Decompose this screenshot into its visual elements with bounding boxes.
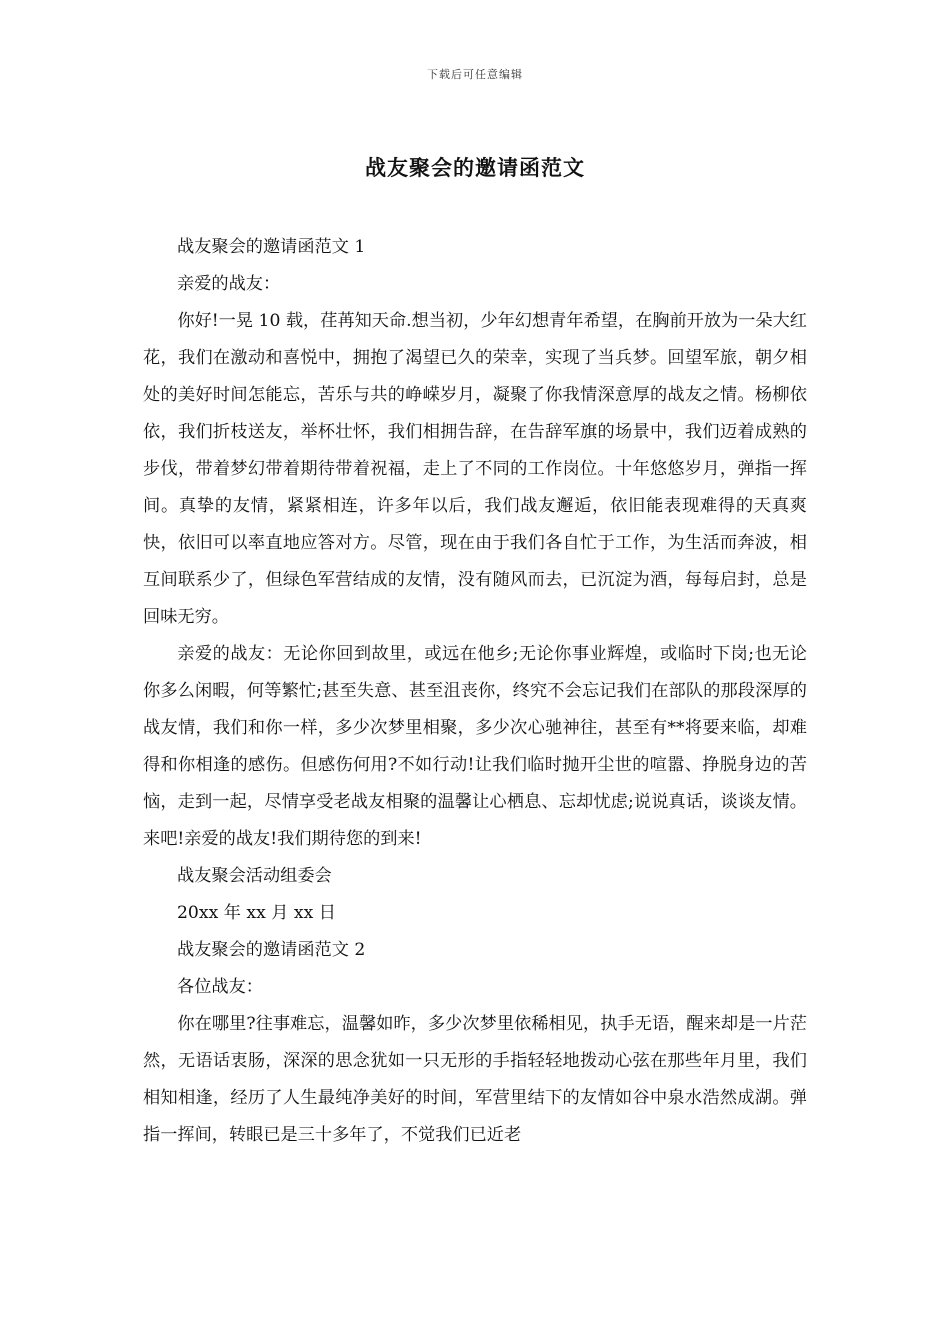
header-note: 下载后可任意编辑 <box>427 68 523 81</box>
greeting-2: 各位战友： <box>177 977 263 997</box>
paragraph-1: 你好!一晃 10 载，荏苒知天命.想当初，少年幻想青年希望，在胸前开放为一朵大红花，我们在激动和喜悦中，拥抱了渴望已久的荣幸，实现了当兵梦。回望军旅，朝夕相处的美好时间怎能忘，苦乐与共的峥嵘岁月，凝聚了你我情深意厚的战友之情。杨柳依依，我们折枝送友，举杯壮怀，我们相拥告辞，在告辞军旗的场景中，我们迈着成熟的步伐，带着梦幻带着期待带着祝福，走上了不同的工作岗位。十年悠悠岁月，弹指一挥间。真挚的友情，紧紧相连，许多年以后，我们战友邂逅，依旧能表现难得的天真爽快，依旧可以率直地应答对方。尽管，现在由于我们各自忙于工作，为生活而奔波，相互间联系少了，但绿色军营结成的友情，没有随风而去，已沉淀为酒，每每启封，总是回味无穷。 <box>143 311 807 627</box>
greeting-1: 亲爱的战友： <box>177 274 281 294</box>
document-body <box>143 229 807 1154</box>
section-heading-1: 战友聚会的邀请函范文 1 <box>177 237 366 257</box>
paragraph-2: 亲爱的战友：无论你回到故里，或远在他乡;无论你事业辉煌，或临时下岗;也无论你多么闲暇，何等繁忙;甚至失意、甚至沮丧你，终究不会忘记我们在部队的那段深厚的战友情，我们和你一样，多少次梦里相聚，多少次心驰神往，甚至有**将要来临，却难得和你相逢的感伤。但感伤何用?不如行动!让我们临时抛开尘世的喧嚣、挣脱身边的苦恼，走到一起，尽情享受老战友相聚的温馨让心栖息、忘却忧虑;说说真话，谈谈友情。来吧!亲爱的战友!我们期待您的到来! <box>143 644 807 849</box>
signature: 战友聚会活动组委会 <box>177 866 332 886</box>
date: 20xx 年 xx 月 xx 日 <box>177 903 336 923</box>
page-title: 战友聚会的邀请函范文 <box>365 155 585 180</box>
paragraph-3: 你在哪里?往事难忘，温馨如昨，多少次梦里依稀相见，执手无语，醒来却是一片茫然，无语话衷肠，深深的思念犹如一只无形的手指轻轻地拨动心弦在那些年月里，我们相知相逢，经历了人生最纯净美好的时间，军营里结下的友情如谷中泉水浩然成湖。弹指一挥间，转眼已是三十多年了，不觉我们已近老 <box>143 1014 807 1145</box>
section-heading-2: 战友聚会的邀请函范文 2 <box>177 940 366 960</box>
